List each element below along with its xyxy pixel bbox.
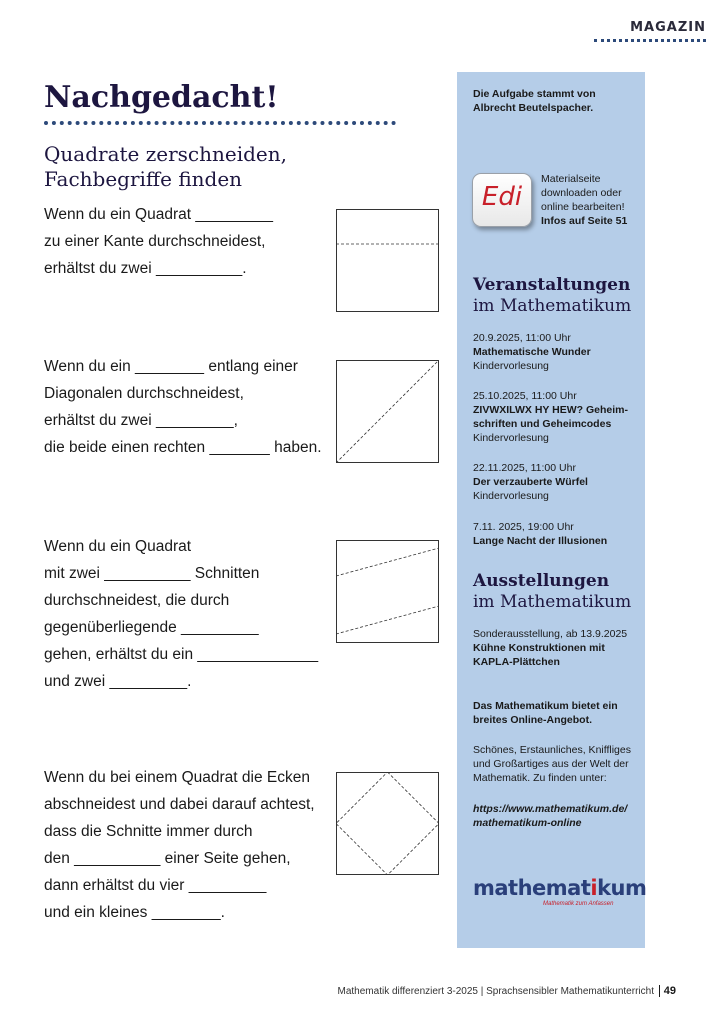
footer-text: Mathematik differenziert 3-2025 | Sprachsensibler Mathematikunterricht bbox=[337, 986, 654, 997]
online-url-link[interactable] bbox=[473, 802, 627, 830]
mathematikum-logo bbox=[473, 876, 647, 912]
exercise-line: dann erhältst du vier _________ bbox=[44, 877, 267, 894]
exercise-line: Wenn du ein Quadrat _________ bbox=[44, 206, 273, 223]
logo-part: kum bbox=[597, 876, 647, 900]
event-type: Kindervorlesung bbox=[473, 360, 549, 372]
subtitle-line: Fachbegriffe finden bbox=[44, 167, 243, 191]
sidebar-author bbox=[473, 87, 596, 115]
online-line: Mathematik. Zu finden unter: bbox=[473, 772, 607, 784]
exhibition-title: KAPLA-Plättchen bbox=[473, 656, 560, 668]
exercise-line: den __________ einer Seite gehen, bbox=[44, 850, 291, 867]
cut-line bbox=[336, 606, 439, 634]
online-line: Das Mathematikum bietet ein bbox=[473, 700, 618, 712]
online-line: Schönes, Erstaunliches, Kniffliges bbox=[473, 744, 631, 756]
exercise-line: Diagonalen durchschneidest, bbox=[44, 385, 244, 402]
event-type: Kindervorlesung bbox=[473, 490, 549, 502]
exercise-line: zu einer Kante durchschneidest, bbox=[44, 233, 266, 250]
exercise-line: Wenn du ein ________ entlang einer bbox=[44, 358, 298, 375]
event-title: schriften und Geheimcodes bbox=[473, 418, 612, 430]
events-heading bbox=[473, 275, 631, 317]
edi-line: Materialseite bbox=[541, 173, 601, 185]
author-line: Albrecht Beutelspacher. bbox=[473, 102, 594, 114]
exercise-3-text bbox=[44, 533, 318, 695]
cut-line-diamond bbox=[336, 772, 439, 875]
edi-line: online bearbeiten! bbox=[541, 201, 625, 213]
online-line: breites Online-Angebot. bbox=[473, 714, 593, 726]
page-footer bbox=[338, 985, 676, 997]
exercise-line: abschneidest und dabei darauf achtest, bbox=[44, 796, 315, 813]
page-number: 49 bbox=[659, 985, 676, 997]
section-header bbox=[594, 20, 706, 42]
exhibition-line: Sonderausstellung, ab 13.9.2025 bbox=[473, 628, 628, 640]
exercise-line: die beide einen rechten _______ haben. bbox=[44, 439, 322, 456]
edi-info-link[interactable]: Infos auf Seite 51 bbox=[541, 215, 628, 227]
exercise-line: und zwei _________. bbox=[44, 673, 192, 690]
event-item bbox=[473, 520, 607, 548]
exhibition-title: Kühne Konstruktionen mit bbox=[473, 642, 605, 654]
author-line: Die Aufgabe stammt von bbox=[473, 88, 596, 100]
exercise-line: erhältst du zwei _________, bbox=[44, 412, 238, 429]
logo-tagline: Mathematik zum Anfassen bbox=[543, 901, 614, 907]
edi-app-icon[interactable] bbox=[472, 173, 532, 227]
online-offer bbox=[473, 699, 618, 727]
logo-wordmark bbox=[473, 876, 647, 900]
event-date: 25.10.2025, 11:00 Uhr bbox=[473, 390, 577, 402]
url-line: mathematikum-online bbox=[473, 817, 582, 829]
section-dotted-rule bbox=[594, 39, 706, 42]
subtitle-line: Quadrate zerschneiden, bbox=[44, 142, 287, 166]
cut-line bbox=[336, 548, 439, 576]
square-figure-horizontal-cut bbox=[336, 209, 439, 312]
event-type: Kindervorlesung bbox=[473, 432, 549, 444]
exercise-line: mit zwei __________ Schnitten bbox=[44, 565, 260, 582]
exercise-line: durchschneidest, die durch bbox=[44, 592, 230, 609]
event-title: ZIVWXILWX HY HEW? Geheim- bbox=[473, 404, 628, 416]
exercise-2-text bbox=[44, 353, 322, 461]
exercise-line: Wenn du ein Quadrat bbox=[44, 538, 192, 555]
square-figure-diagonal-cut bbox=[336, 360, 439, 463]
events-heading-line2: im Mathematikum bbox=[473, 296, 632, 316]
event-title: Mathematische Wunder bbox=[473, 346, 591, 358]
section-label: MAGAZIN bbox=[630, 20, 706, 35]
edi-line: downloaden oder bbox=[541, 187, 622, 199]
edi-info bbox=[541, 172, 627, 228]
events-heading-line1: Veranstaltungen bbox=[473, 275, 631, 295]
event-date: 7.11. 2025, 19:00 Uhr bbox=[473, 521, 574, 533]
title-dotted-rule bbox=[44, 121, 396, 125]
exhibitions-heading-line1: Ausstellungen bbox=[473, 571, 610, 591]
square-outline bbox=[337, 210, 439, 312]
cut-line bbox=[336, 360, 439, 463]
event-title: Lange Nacht der Illusionen bbox=[473, 535, 608, 547]
exercise-line: gehen, erhältst du ein ______________ bbox=[44, 646, 319, 663]
subtitle bbox=[44, 142, 287, 192]
exercise-line: erhältst du zwei __________. bbox=[44, 260, 247, 277]
online-line: und Großartiges aus der Welt der bbox=[473, 758, 629, 770]
exercise-line: dass die Schnitte immer durch bbox=[44, 823, 253, 840]
square-outline bbox=[337, 773, 439, 875]
exercise-line: und ein kleines ________. bbox=[44, 904, 225, 921]
event-item bbox=[473, 461, 588, 503]
event-title: Der verzauberte Würfel bbox=[473, 476, 588, 488]
square-outline bbox=[337, 541, 439, 643]
exhibition-item bbox=[473, 627, 627, 669]
event-date: 22.11.2025, 11:00 Uhr bbox=[473, 462, 576, 474]
exhibitions-heading-line2: im Mathematikum bbox=[473, 592, 632, 612]
logo-part: i bbox=[590, 876, 598, 900]
event-item bbox=[473, 389, 628, 445]
square-figure-corner-cuts bbox=[336, 772, 439, 875]
online-description bbox=[473, 743, 631, 785]
logo-part: mathemat bbox=[473, 876, 591, 900]
exercise-line: Wenn du bei einem Quadrat die Ecken bbox=[44, 769, 310, 786]
url-line: https://www.mathematikum.de/ bbox=[473, 803, 628, 815]
exercise-1-text bbox=[44, 201, 273, 282]
page-title: Nachgedacht! bbox=[44, 80, 279, 115]
exhibitions-heading bbox=[473, 571, 631, 613]
event-date: 20.9.2025, 11:00 Uhr bbox=[473, 332, 571, 344]
edi-logo-text: Edi bbox=[481, 182, 523, 212]
square-figure-parallel-cuts bbox=[336, 540, 439, 643]
event-item bbox=[473, 331, 591, 373]
exercise-line: gegenüberliegende _________ bbox=[44, 619, 259, 636]
exercise-4-text bbox=[44, 764, 315, 926]
